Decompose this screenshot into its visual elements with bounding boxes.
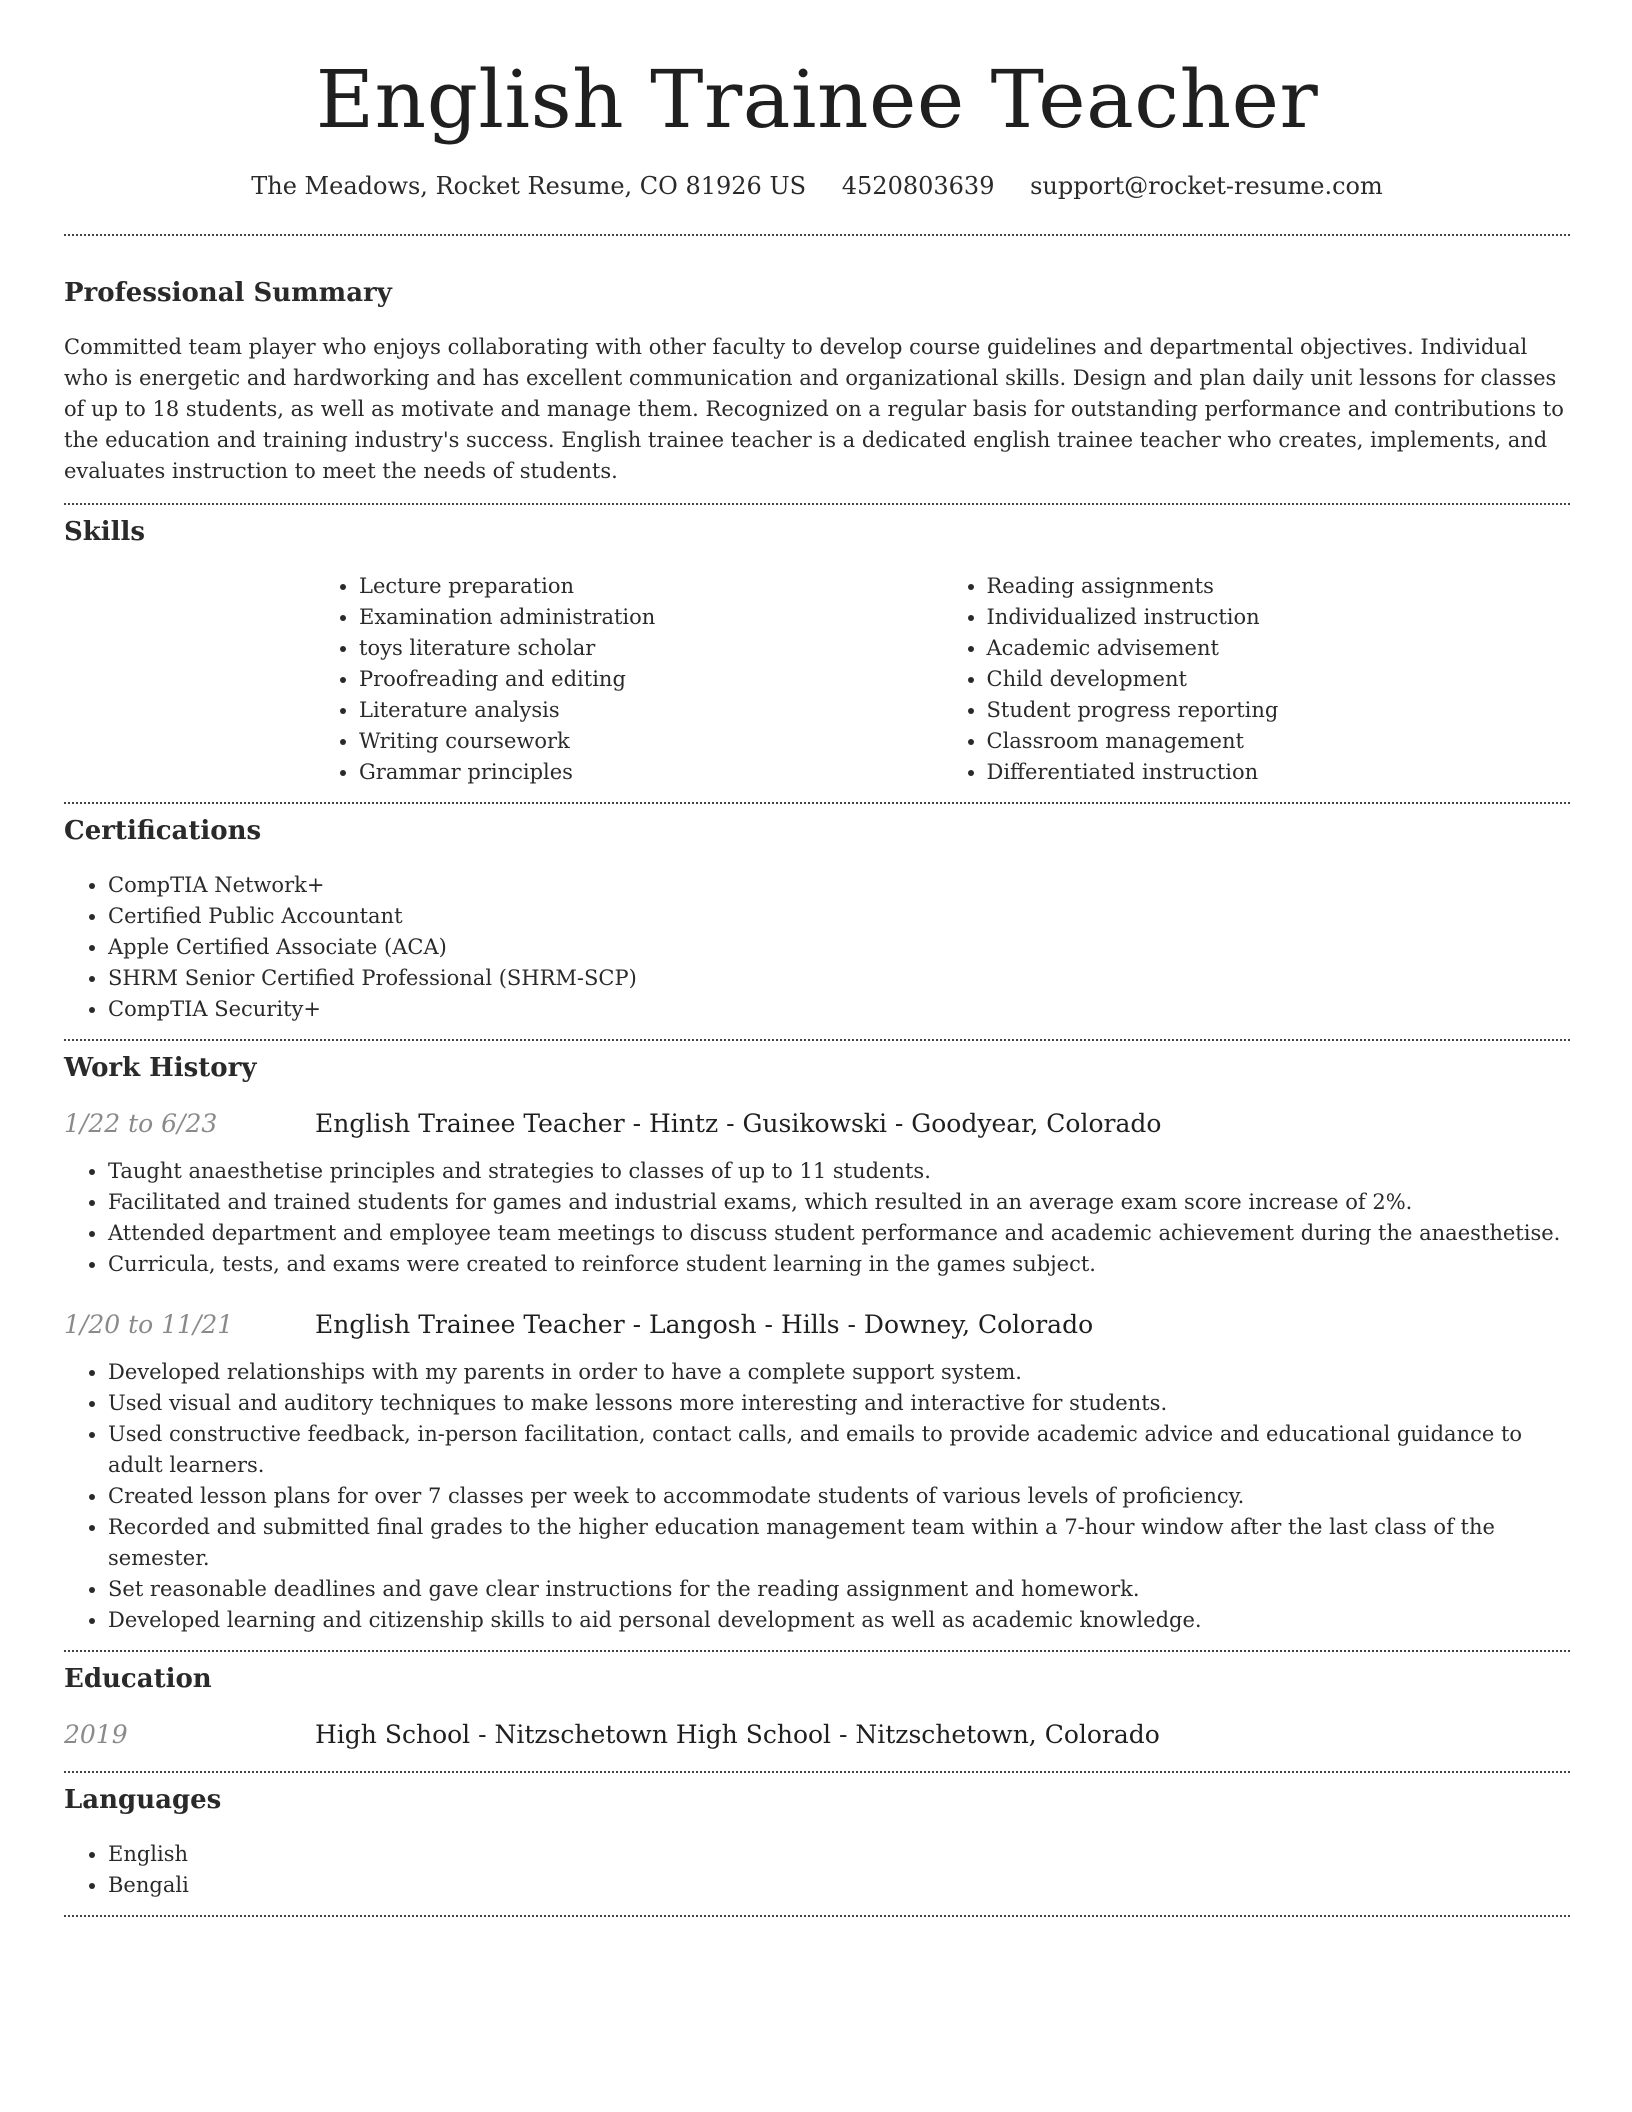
section-heading-skills: Skills	[64, 517, 146, 547]
job-bullets	[64, 1357, 1570, 1636]
divider	[64, 234, 1570, 236]
job-title: English Trainee Teacher - Hintz - Gusikowski - Goodyear, Colorado	[315, 1109, 1162, 1138]
divider	[64, 1039, 1570, 1041]
section-heading-summary: Professional Summary	[64, 278, 392, 308]
list-item: • Individualized instruction	[987, 602, 1571, 633]
job-bullets	[64, 1156, 1570, 1280]
list-item: • toys literature scholar	[359, 633, 943, 664]
divider	[64, 1771, 1570, 1773]
education-entry	[64, 1720, 1570, 1749]
list-item: • Writing coursework	[359, 726, 943, 757]
list-item: • Taught anaesthetise principles and strategies to classes of up to 11 students.	[108, 1156, 1570, 1187]
section-heading-languages: Languages	[64, 1785, 222, 1815]
page-title: English Trainee Teacher	[315, 53, 1319, 146]
list-item: • Bengali	[108, 1870, 1570, 1901]
contact-email: support@rocket-resume.com	[1030, 172, 1383, 200]
section-heading-certifications: Certifications	[64, 816, 262, 846]
list-item: • Differentiated instruction	[987, 757, 1571, 788]
summary-text: Committed team player who enjoys collaborating with other faculty to develop course guidelines and departmental objectives. Individual who is energetic and hardworking and has excellent communication and organizational skills. Design and plan daily unit lessons for classes of up to 18 students, as well as motivate and manage them. Recognized on a regular basis for outstanding performance and contributions to the education and training industry's success. English trainee teacher is a dedicated english trainee teacher who creates, implements, and evaluates instruction to meet the needs of students.	[64, 335, 1564, 483]
skills-list-left	[315, 571, 943, 788]
list-item: • Lecture preparation	[359, 571, 943, 602]
list-item: • Certified Public Accountant	[108, 901, 1570, 932]
divider	[64, 503, 1570, 505]
list-item: • Academic advisement	[987, 633, 1571, 664]
list-item: • Developed learning and citizenship skills to aid personal development as well as academic knowledge.	[108, 1605, 1570, 1636]
list-item: • CompTIA Network+	[108, 870, 1570, 901]
education-title: High School - Nitzschetown High School - Nitzschetown, Colorado	[315, 1720, 1160, 1749]
list-item: • Facilitated and trained students for games and industrial exams, which resulted in an average exam score increase of 2%.	[108, 1187, 1570, 1218]
list-item: • SHRM Senior Certified Professional (SHRM-SCP)	[108, 963, 1570, 994]
job-date: 1/22 to 6/23	[64, 1109, 218, 1138]
list-item: • Apple Certified Associate (ACA)	[108, 932, 1570, 963]
list-item: • Developed relationships with my parents in order to have a complete support system.	[108, 1357, 1570, 1388]
list-item: • Used constructive feedback, in-person facilitation, contact calls, and emails to provide academic advice and educational guidance to adult learners.	[108, 1419, 1570, 1481]
contact-phone: 4520803639	[841, 172, 995, 200]
skills-list-right	[943, 571, 1571, 788]
job-date: 1/20 to 11/21	[64, 1310, 234, 1339]
certifications-list	[64, 870, 1570, 1025]
list-item: • Child development	[987, 664, 1571, 695]
contact-line	[64, 172, 1570, 200]
list-item: • Used visual and auditory techniques to make lessons more interesting and interactive for students.	[108, 1388, 1570, 1419]
divider	[64, 1650, 1570, 1652]
list-item: • Recorded and submitted final grades to the higher education management team within a 7-hour window after the last class of the semester.	[108, 1512, 1570, 1574]
section-heading-education: Education	[64, 1664, 212, 1694]
list-item: • Literature analysis	[359, 695, 943, 726]
divider	[64, 1915, 1570, 1917]
job-entry	[64, 1109, 1570, 1138]
job-entry	[64, 1310, 1570, 1339]
list-item: • Curricula, tests, and exams were created to reinforce student learning in the games subject.	[108, 1249, 1570, 1280]
list-item: • Classroom management	[987, 726, 1571, 757]
section-heading-work-history: Work History	[64, 1053, 257, 1083]
list-item: • Set reasonable deadlines and gave clear instructions for the reading assignment and homework.	[108, 1574, 1570, 1605]
resume-page	[64, 0, 1570, 1917]
job-title: English Trainee Teacher - Langosh - Hills - Downey, Colorado	[315, 1310, 1094, 1339]
list-item: • Attended department and employee team meetings to discuss student performance and academic achievement during the anaesthetise.	[108, 1218, 1570, 1249]
list-item: • English	[108, 1839, 1570, 1870]
list-item: • CompTIA Security+	[108, 994, 1570, 1025]
list-item: • Examination administration	[359, 602, 943, 633]
skills-grid	[315, 571, 1570, 788]
contact-address: The Meadows, Rocket Resume, CO 81926 US	[251, 172, 807, 200]
list-item: • Student progress reporting	[987, 695, 1571, 726]
list-item: • Reading assignments	[987, 571, 1571, 602]
list-item: • Created lesson plans for over 7 classes per week to accommodate students of various levels of proficiency.	[108, 1481, 1570, 1512]
list-item: • Grammar principles	[359, 757, 943, 788]
list-item: • Proofreading and editing	[359, 664, 943, 695]
languages-list	[64, 1839, 1570, 1901]
divider	[64, 802, 1570, 804]
education-date: 2019	[64, 1720, 128, 1749]
